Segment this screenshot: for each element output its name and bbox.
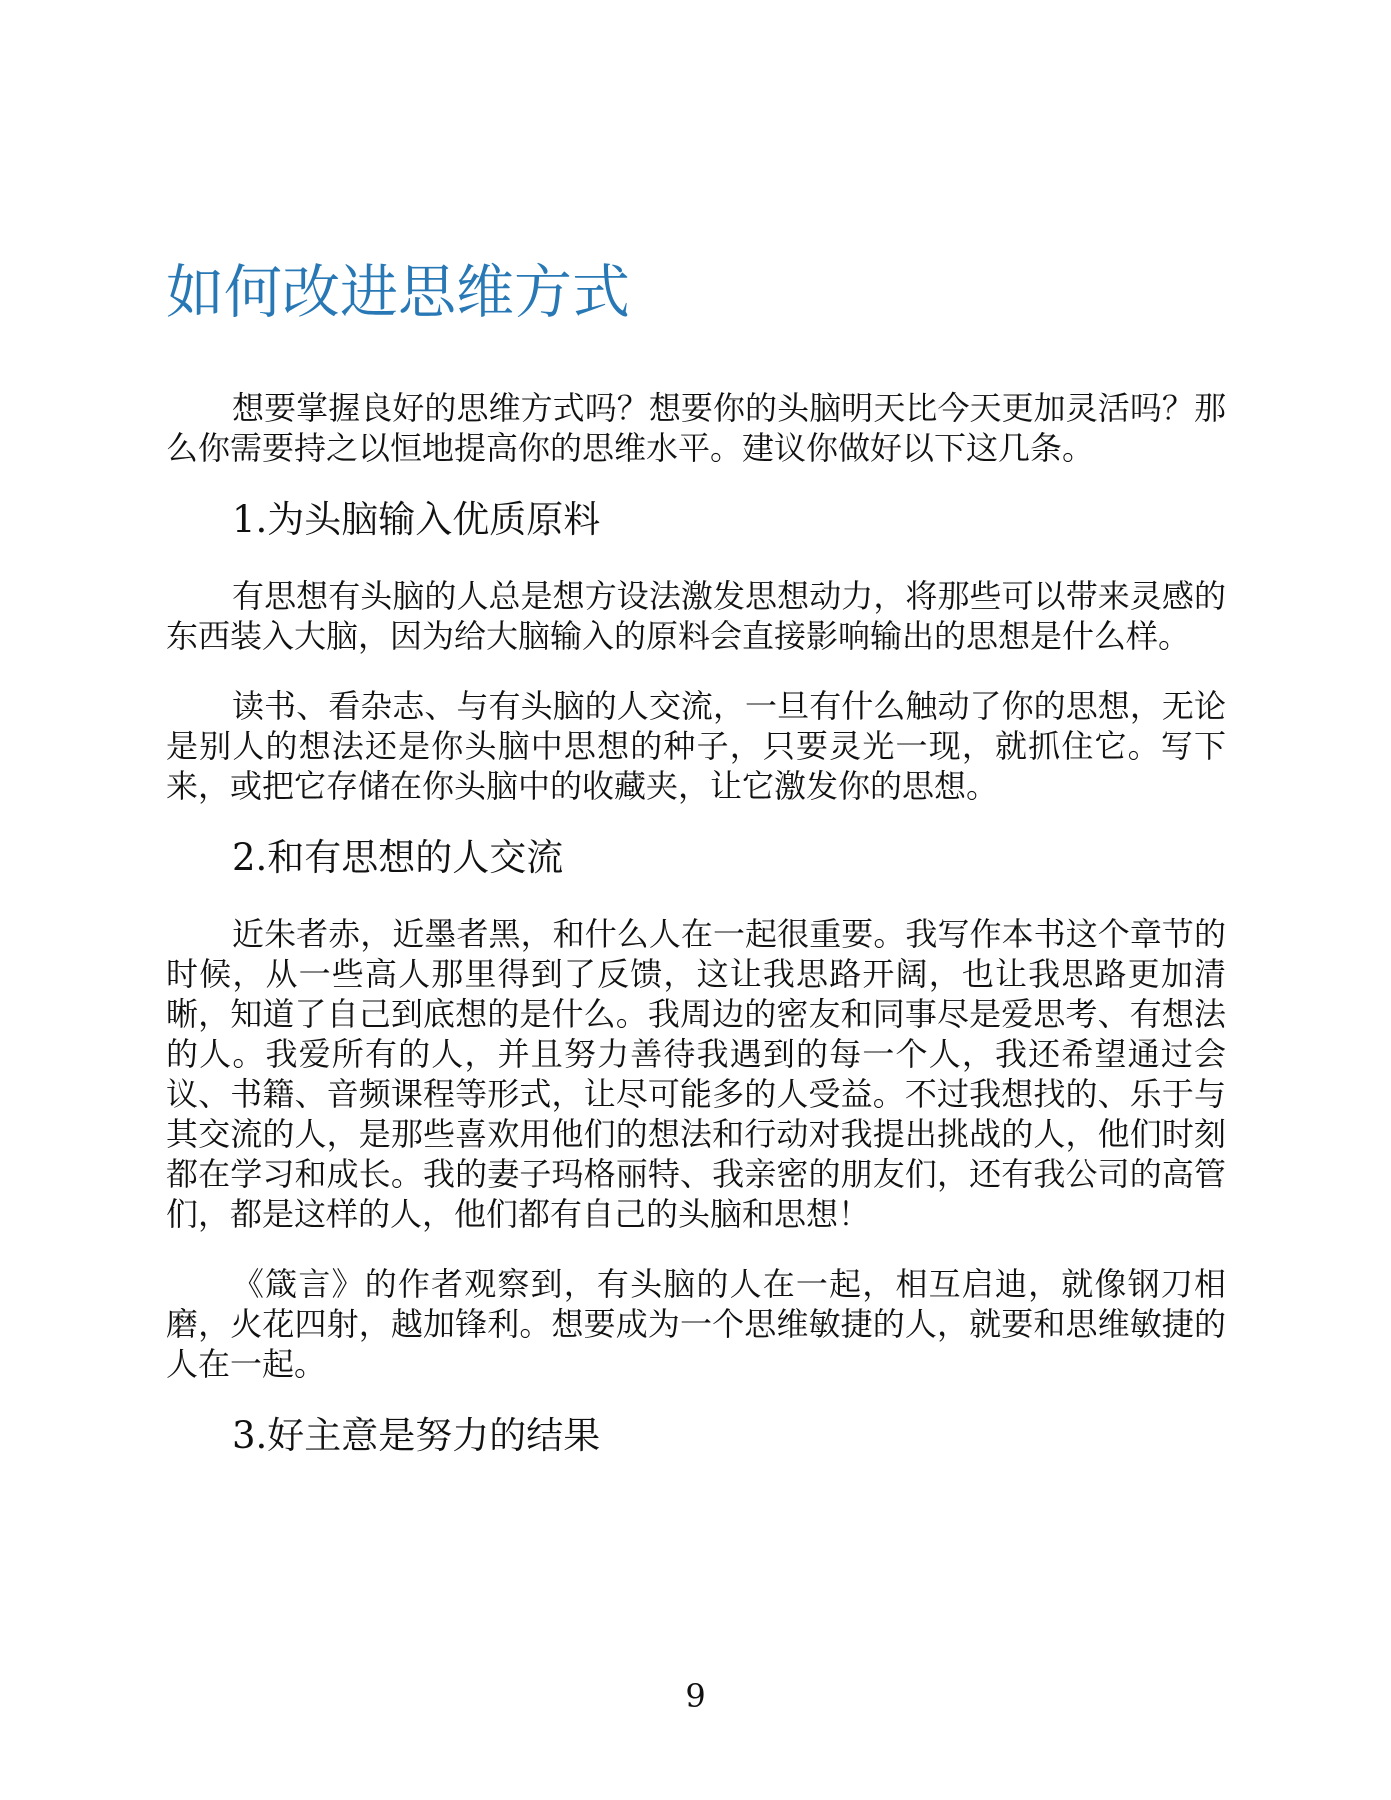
- section-heading-2: 2.和有思想的人交流: [232, 835, 564, 879]
- section-1-paragraph-2: 读书、看杂志、与有头脑的人交流，一旦有什么触动了你的思想，无论是别人的想法还是你头脑中思想的种子，只要灵光一现，就抓住它。写下来，或把它存储在你头脑中的收藏夹，让它激发你的思想。: [166, 686, 1226, 805]
- page-title: 如何改进思维方式: [166, 258, 631, 326]
- section-heading-1: 1.为头脑输入优质原料: [232, 497, 601, 541]
- section-2-paragraph-1: 近朱者赤，近墨者黑，和什么人在一起很重要。我写作本书这个章节的时候，从一些高人那里得到了反馈，这让我思路开阔，也让我思路更加清晰，知道了自己到底想的是什么。我周边的密友和同事尽是爱思考、有想法的人。我爱所有的人，并且努力善待我遇到的每一个人，我还希望通过会议、书籍、音频课程等形式，让尽可能多的人受益。不过我想找的、乐于与其交流的人，是那些喜欢用他们的想法和行动对我提出挑战的人，他们时刻都在学习和成长。我的妻子玛格丽特、我亲密的朋友们，还有我公司的高管们，都是这样的人，他们都有自己的头脑和思想！: [166, 914, 1226, 1233]
- page-content: [166, 258, 1226, 1492]
- section-2-paragraph-2: 《箴言》的作者观察到，有头脑的人在一起，相互启迪，就像钢刀相磨，火花四射，越加锋利。想要成为一个思维敏捷的人，就要和思维敏捷的人在一起。: [166, 1264, 1226, 1383]
- intro-paragraph: 想要掌握良好的思维方式吗？想要你的头脑明天比今天更加灵活吗？那么你需要持之以恒地提高你的思维水平。建议你做好以下这几条。: [166, 388, 1226, 467]
- section-heading-3: 3.好主意是努力的结果: [232, 1413, 601, 1457]
- section-1-paragraph-1: 有思想有头脑的人总是想方设法激发思想动力，将那些可以带来灵感的东西装入大脑，因为给大脑输入的原料会直接影响输出的思想是什么样。: [166, 576, 1226, 655]
- page-number: 9: [685, 1677, 706, 1715]
